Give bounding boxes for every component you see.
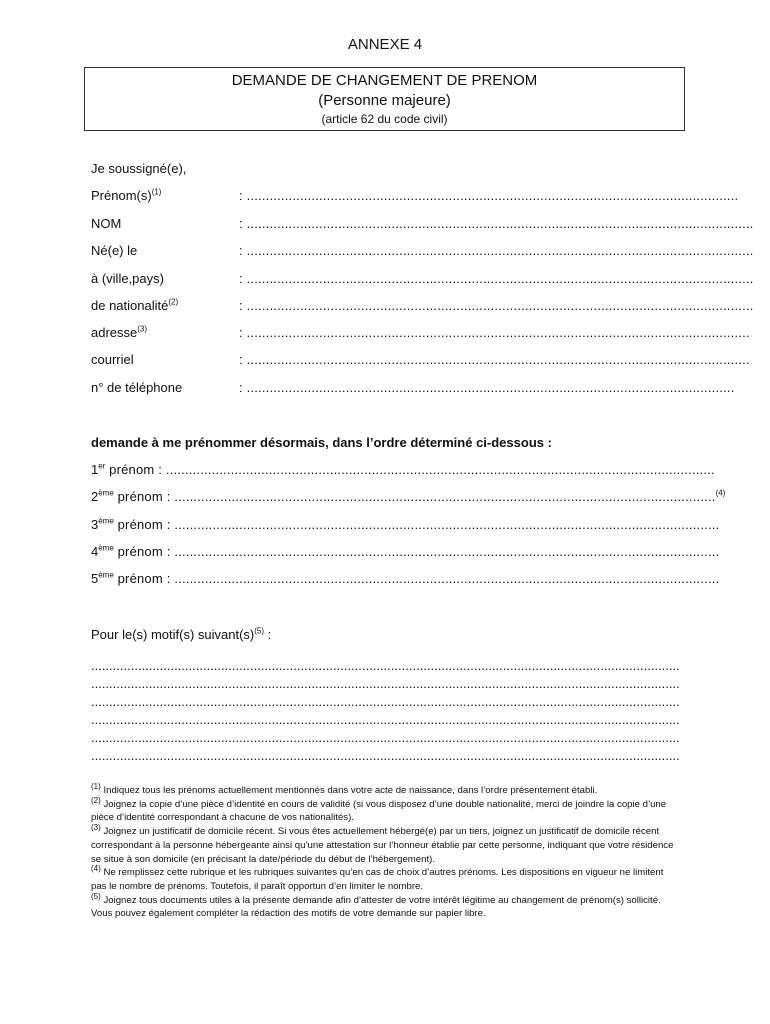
demand-heading: demande à me prénommer désormais, dans l’ordre déterminé ci-dessous : bbox=[91, 435, 552, 450]
footnote-text: Ne remplissez cette rubrique et les rubriques suivantes qu’en cas de choix d’autres prénoms. Les dispositions en vigueur ne limitent pas le nombre de prénoms. Toutefois, il paraît opportun d’en limiter le nombre. bbox=[91, 867, 664, 892]
footnotes bbox=[91, 781, 681, 921]
intro-text: Je soussigné(e), bbox=[91, 161, 187, 176]
field-row-naissance-date[interactable] bbox=[91, 243, 754, 258]
article-reference: (article 62 du code civil) bbox=[321, 112, 448, 126]
prenom-row-5[interactable] bbox=[91, 571, 719, 586]
field-label: NOM bbox=[91, 216, 122, 231]
footnote-ref: (4) bbox=[715, 488, 726, 498]
field-blank[interactable]: : ................................................................................................................................ bbox=[239, 380, 735, 395]
motif-line[interactable]: ................................................................................................................................................................... bbox=[91, 712, 680, 727]
footnote-2 bbox=[91, 795, 681, 825]
annexe-label: ANNEXE 4 bbox=[347, 36, 423, 53]
footnote-5 bbox=[91, 891, 681, 921]
prenom-row-2[interactable] bbox=[91, 489, 725, 504]
footnote-text: Joignez tous documents utiles à la présente demande afin d’attester de votre intérêt légitime au changement de prénom(s) sollicité. Vous pouvez également compléter la rédaction des motifs de votre demande sur papier libre. bbox=[91, 894, 661, 920]
field-label: à (ville,pays) bbox=[91, 271, 164, 286]
prenom-number: 2 bbox=[91, 489, 99, 504]
field-label: Prénom(s) bbox=[91, 188, 152, 203]
ordinal-suffix: ème bbox=[98, 570, 114, 580]
prenom-row-1[interactable] bbox=[91, 462, 715, 477]
field-row-telephone[interactable] bbox=[91, 380, 735, 395]
field-row-nom[interactable] bbox=[91, 216, 754, 231]
field-blank[interactable]: : ..................................................................................................................................... bbox=[239, 243, 754, 258]
footnote-mark: (1) bbox=[91, 781, 101, 791]
footnote-4 bbox=[91, 866, 681, 893]
prenom-blank[interactable]: prénom : ............................................................................................................................................... bbox=[113, 517, 720, 532]
document-title: DEMANDE DE CHANGEMENT DE PRENOM bbox=[231, 72, 538, 89]
footnote-mark: (4) bbox=[91, 864, 101, 874]
prenom-number: 3 bbox=[91, 517, 99, 532]
field-row-nationalite[interactable] bbox=[91, 298, 754, 313]
field-label: courriel bbox=[91, 352, 134, 367]
footnote-ref: (3) bbox=[137, 324, 148, 334]
footnote-mark: (5) bbox=[91, 891, 101, 901]
prenom-blank[interactable]: prénom : ............................................................................................................................................... bbox=[113, 571, 720, 586]
footnote-text: Indiquez tous les prénoms actuellement mentionnés dans votre acte de naissance, dans l’ordre présentement établi. bbox=[100, 785, 598, 796]
field-label: n° de téléphone bbox=[91, 380, 183, 395]
motif-line[interactable]: ................................................................................................................................................................... bbox=[91, 694, 680, 709]
prenom-blank[interactable]: prénom : .............................................................................................................................................. bbox=[113, 489, 716, 504]
field-blank[interactable]: : ................................................................................................................................. bbox=[239, 188, 739, 203]
field-row-prenoms[interactable] bbox=[91, 188, 738, 203]
footnote-text: Joignez un justificatif de domicile récent. Si vous êtes actuellement hébergé(e) par un tiers, joignez un justificatif de domicile récent correspondant à la personne hébergeante ainsi qu’une attestation sur l’honneur établie par cette personne, indiquant que votre résidence se situe à son domicile (en précisant la date/période du début de l’hébergement). bbox=[91, 826, 674, 865]
footnote-1 bbox=[91, 781, 681, 798]
ordinal-suffix: ème bbox=[98, 488, 114, 498]
motif-line[interactable]: ................................................................................................................................................................... bbox=[91, 676, 680, 691]
document-subtitle: (Personne majeure) bbox=[318, 92, 451, 109]
field-label: Né(e) le bbox=[91, 243, 138, 258]
prenom-row-3[interactable] bbox=[91, 517, 719, 532]
field-label: adresse bbox=[91, 325, 138, 340]
motif-line[interactable]: ................................................................................................................................................................... bbox=[91, 748, 680, 763]
field-blank[interactable]: : ..................................................................................................................................... bbox=[239, 298, 754, 313]
motifs-colon: : bbox=[264, 627, 272, 642]
footnote-ref: (5) bbox=[254, 626, 265, 636]
field-blank[interactable]: : ..................................................................................................................................... bbox=[239, 271, 754, 286]
footnote-text: Joignez la copie d’une pièce d’identité en cours de validité (si vous disposez d’une double nationalité, merci de joindre la copie d’une pièce d’identité correspondant à chacune de vos nationalités). bbox=[91, 798, 667, 824]
field-row-adresse[interactable] bbox=[91, 325, 750, 340]
field-blank[interactable]: : ..................................................................................................................................... bbox=[239, 216, 754, 231]
prenom-blank[interactable]: prénom : ................................................................................................................................................ bbox=[105, 462, 715, 477]
prenom-blank[interactable]: prénom : ............................................................................................................................................... bbox=[113, 544, 720, 559]
field-row-courriel[interactable] bbox=[91, 352, 750, 367]
footnote-3 bbox=[91, 822, 681, 866]
footnote-ref: (1) bbox=[151, 187, 162, 197]
footnote-ref: (2) bbox=[168, 297, 179, 307]
ordinal-suffix: er bbox=[98, 461, 106, 471]
motif-line[interactable]: ................................................................................................................................................................... bbox=[91, 730, 680, 745]
motif-line[interactable]: ................................................................................................................................................................... bbox=[91, 658, 680, 673]
footnote-mark: (3) bbox=[91, 822, 101, 832]
field-blank[interactable]: : .................................................................................................................................... bbox=[239, 325, 750, 340]
prenom-number: 4 bbox=[91, 544, 99, 559]
field-label: de nationalité bbox=[91, 298, 169, 313]
prenom-row-4[interactable] bbox=[91, 544, 719, 559]
motifs-label bbox=[91, 627, 271, 642]
title-box bbox=[84, 67, 685, 131]
prenom-number: 5 bbox=[91, 571, 99, 586]
footnote-mark: (2) bbox=[91, 795, 101, 805]
prenom-number: 1 bbox=[91, 462, 99, 477]
motifs-text: Pour le(s) motif(s) suivant(s) bbox=[91, 627, 255, 642]
ordinal-suffix: ème bbox=[98, 543, 114, 553]
ordinal-suffix: ème bbox=[98, 516, 114, 526]
field-blank[interactable]: : .................................................................................................................................... bbox=[239, 352, 750, 367]
field-row-naissance-lieu[interactable] bbox=[91, 271, 754, 286]
